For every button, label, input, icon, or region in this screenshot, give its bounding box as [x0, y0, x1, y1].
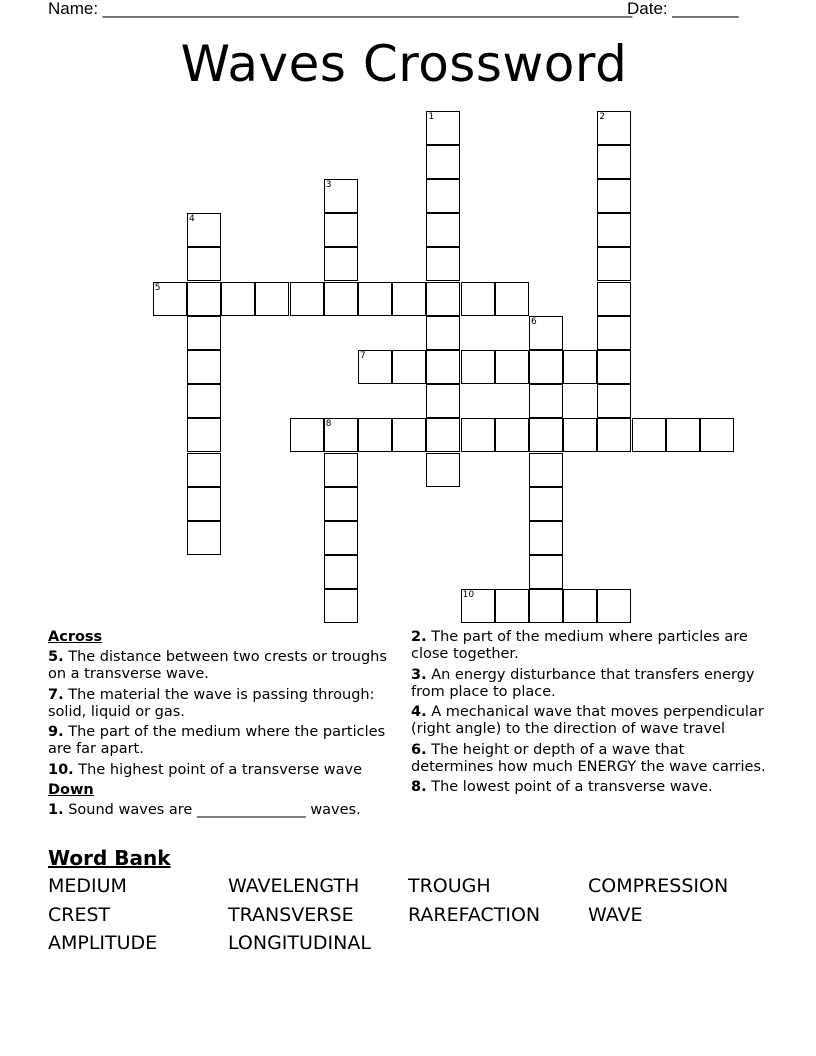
crossword-cell[interactable]: [426, 418, 460, 452]
crossword-cell[interactable]: [324, 555, 358, 589]
word-bank-word: RAREFACTION: [408, 903, 541, 926]
crossword-cell[interactable]: [495, 282, 529, 316]
crossword-cell[interactable]: [597, 247, 631, 281]
crossword-cell[interactable]: [324, 418, 358, 452]
crossword-cell[interactable]: [324, 487, 358, 521]
clue-number-2: 2: [599, 111, 606, 122]
down-clue-1: [48, 802, 393, 819]
page-title: Waves Crossword: [180, 35, 628, 93]
word-bank-word: TROUGH: [408, 875, 491, 897]
crossword-cell[interactable]: [529, 350, 563, 384]
crossword-cell[interactable]: [187, 521, 221, 555]
down-clue-8: [411, 779, 766, 796]
word-bank-word: AMPLITUDE: [48, 932, 158, 954]
crossword-cell[interactable]: [187, 316, 221, 350]
crossword-cell[interactable]: [666, 418, 700, 452]
crossword-cell[interactable]: [324, 213, 358, 247]
crossword-cell[interactable]: [529, 487, 563, 521]
across-clue-9: [48, 724, 393, 758]
crossword-cell[interactable]: [597, 589, 631, 623]
crossword-cell[interactable]: [461, 589, 495, 623]
crossword-cell[interactable]: [426, 453, 460, 487]
crossword-cell[interactable]: [700, 418, 734, 452]
crossword-cell[interactable]: [324, 521, 358, 555]
clue-number: 3.: [411, 666, 427, 683]
date-line[interactable]: Date: _______: [627, 0, 739, 18]
crossword-cell[interactable]: [187, 213, 221, 247]
crossword-cell[interactable]: [358, 350, 392, 384]
clue-number: 7.: [48, 686, 64, 703]
clue-number-1: 1: [428, 111, 435, 122]
crossword-cell[interactable]: [358, 282, 392, 316]
down-heading: Down: [48, 782, 94, 798]
crossword-cell[interactable]: [392, 282, 426, 316]
crossword-cell[interactable]: [255, 282, 289, 316]
clue-text: A mechanical wave that moves perpendicular (right angle) to the direction of wave travel: [411, 704, 764, 737]
clue-number-8: 8: [325, 419, 332, 430]
crossword-cell[interactable]: [563, 418, 597, 452]
clue-text: Sound waves are _______________ waves.: [68, 802, 361, 818]
crossword-cell[interactable]: [597, 418, 631, 452]
across-clue-5: [48, 649, 393, 683]
word-bank-word: WAVE: [588, 903, 643, 926]
word-bank-word: LONGITUDINAL: [228, 932, 371, 954]
clue-number-3: 3: [325, 180, 332, 190]
crossword-cell[interactable]: [187, 247, 221, 281]
crossword-cell[interactable]: [187, 418, 221, 452]
crossword-cell[interactable]: [461, 418, 495, 452]
clue-number: 8.: [411, 779, 427, 795]
crossword-cell[interactable]: [529, 589, 563, 623]
crossword-cell[interactable]: [187, 487, 221, 521]
clue-number-6: 6: [531, 316, 537, 327]
crossword-cell[interactable]: [632, 418, 666, 452]
crossword-cell[interactable]: [426, 213, 460, 247]
crossword-cell[interactable]: [597, 213, 631, 247]
crossword-cell[interactable]: [597, 145, 631, 179]
crossword-cell[interactable]: [324, 282, 358, 316]
crossword-cell[interactable]: [426, 282, 460, 316]
crossword-cell[interactable]: [426, 384, 460, 418]
clue-text: The height or depth of a wave that determines how much ENERGY the wave carries.: [411, 741, 766, 775]
crossword-cell[interactable]: [597, 316, 631, 350]
word-bank-word: COMPRESSION: [588, 875, 729, 897]
crossword-cell[interactable]: [529, 555, 563, 589]
word-bank-word: TRANSVERSE: [228, 903, 354, 926]
clue-number: 5.: [48, 649, 64, 665]
name-line[interactable]: Name: ________________________________________________________: [48, 0, 633, 18]
clue-number-7: 7: [360, 351, 366, 361]
clue-text: The lowest point of a transverse wave.: [431, 779, 713, 795]
crossword-cell[interactable]: [221, 282, 255, 316]
crossword-cell[interactable]: [597, 282, 631, 316]
clue-number: 1.: [48, 802, 64, 818]
clue-text: The part of the medium where the particles are far apart.: [48, 724, 386, 757]
crossword-cell[interactable]: [187, 453, 221, 487]
clue-number: 2.: [411, 629, 427, 645]
down-clue-3: [411, 667, 766, 701]
clue-number-5: 5: [154, 282, 161, 293]
clue-text: An energy disturbance that transfers energy from place to place.: [411, 666, 755, 700]
crossword-cell[interactable]: [495, 418, 529, 452]
crossword-cell[interactable]: [358, 418, 392, 452]
crossword-cell[interactable]: [529, 418, 563, 452]
across-clue-7: [48, 687, 393, 721]
crossword-cell[interactable]: [563, 589, 597, 623]
crossword-cell[interactable]: [392, 350, 426, 384]
crossword-cell[interactable]: [529, 521, 563, 555]
clue-number-4: 4: [189, 214, 195, 225]
word-bank-title: Word Bank: [48, 846, 171, 870]
crossword-cell[interactable]: [495, 350, 529, 384]
crossword-cell[interactable]: [290, 282, 324, 316]
clues-left-column: [48, 629, 393, 823]
crossword-cell[interactable]: [187, 350, 221, 384]
clue-number: 6.: [411, 741, 427, 758]
crossword-cell[interactable]: [597, 111, 631, 145]
crossword-cell[interactable]: [529, 453, 563, 487]
down-clue-4: [411, 704, 766, 738]
crossword-cell[interactable]: [187, 282, 221, 316]
clue-number: 4.: [411, 704, 427, 720]
clue-text: The highest point of a transverse wave: [78, 761, 362, 778]
crossword-cell[interactable]: [392, 418, 426, 452]
word-bank: [48, 874, 768, 960]
crossword-cell[interactable]: [426, 145, 460, 179]
crossword-cell[interactable]: [426, 247, 460, 281]
crossword-cell[interactable]: [426, 111, 460, 145]
crossword-cell[interactable]: [461, 282, 495, 316]
crossword-cell[interactable]: [324, 179, 358, 213]
word-bank-word: CREST: [48, 903, 111, 926]
crossword-cell[interactable]: [461, 350, 495, 384]
clue-text: The distance between two crests or troughs on a transverse wave.: [48, 649, 387, 682]
clue-number-10: 10: [462, 590, 475, 601]
crossword-cell[interactable]: [563, 350, 597, 384]
word-bank-word: WAVELENGTH: [228, 875, 360, 897]
crossword-cell[interactable]: [529, 316, 563, 350]
clue-number: 9.: [48, 724, 64, 740]
clue-text: The part of the medium where particles are close together.: [411, 629, 748, 662]
clue-text: The material the wave is passing through: solid, liquid or gas.: [48, 686, 375, 720]
clues-right-column: [411, 629, 766, 800]
crossword-cell[interactable]: [529, 384, 563, 418]
word-bank-word: MEDIUM: [48, 875, 127, 897]
crossword-cell[interactable]: [426, 179, 460, 213]
crossword-cell[interactable]: [153, 282, 187, 316]
crossword-cell[interactable]: [324, 453, 358, 487]
across-clue-10: [48, 762, 393, 779]
crossword-cell[interactable]: [324, 589, 358, 623]
crossword-cell[interactable]: [426, 350, 460, 384]
down-clue-2: [411, 629, 766, 663]
crossword-cell[interactable]: [597, 350, 631, 384]
crossword-cell[interactable]: [597, 179, 631, 213]
clue-number: 10.: [48, 761, 74, 778]
crossword-cell[interactable]: [426, 316, 460, 350]
crossword-cell[interactable]: [495, 589, 529, 623]
crossword-cell[interactable]: [187, 384, 221, 418]
crossword-cell[interactable]: [290, 418, 324, 452]
across-heading: Across: [48, 629, 103, 645]
down-clue-6: [411, 742, 766, 776]
crossword-cell[interactable]: [597, 384, 631, 418]
crossword-cell[interactable]: [324, 247, 358, 281]
